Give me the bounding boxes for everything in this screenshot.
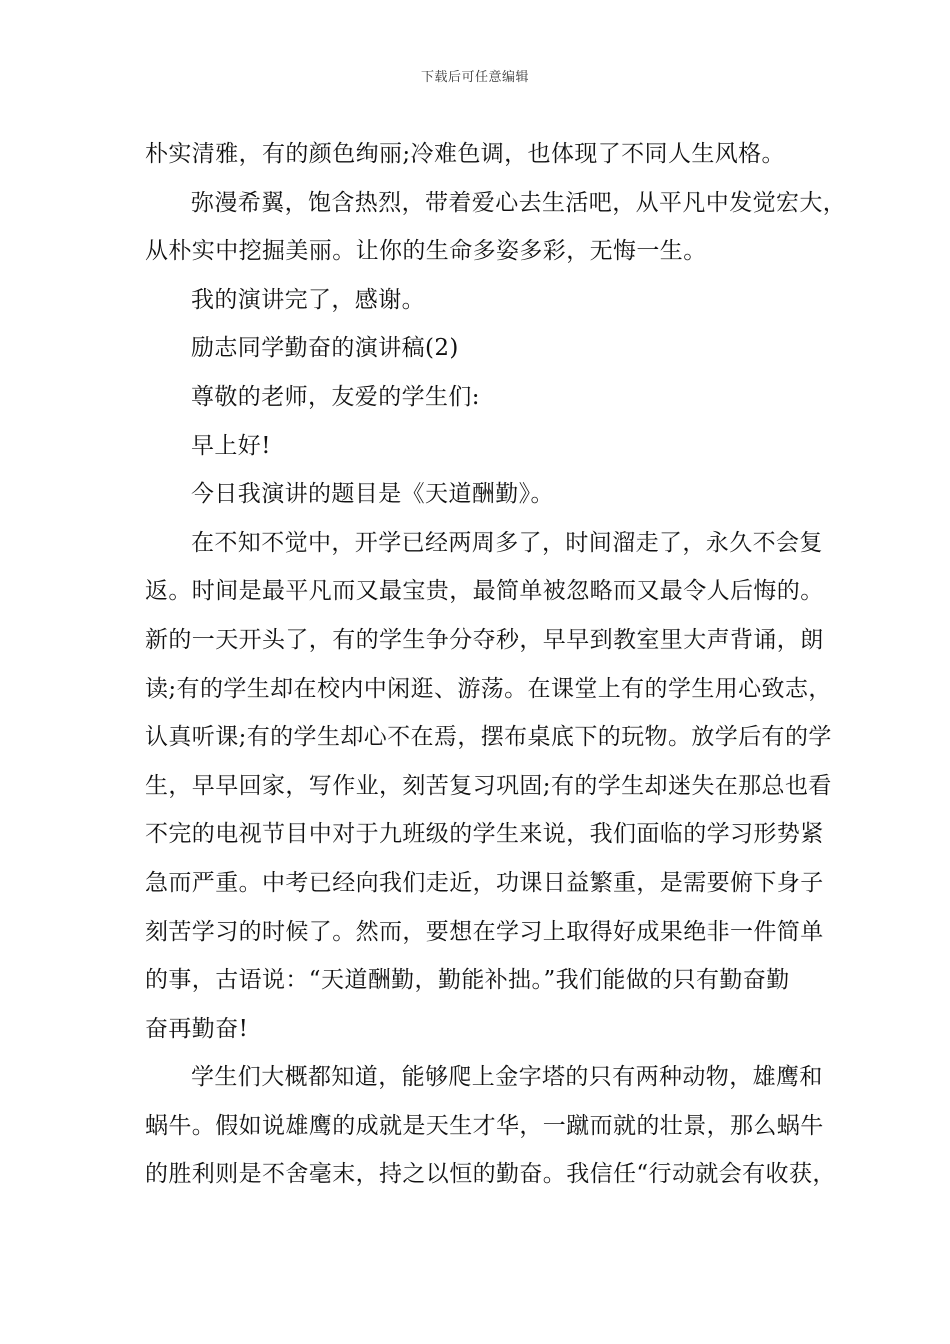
document-body <box>145 130 847 1199</box>
text-line: 今日我演讲的题目是《天道酬勤》。 <box>191 481 554 508</box>
text-line: 早上好! <box>191 432 271 459</box>
page-header: 下载后可任意编辑 <box>420 70 529 85</box>
text-line: 奋再勤奋! <box>145 1015 249 1042</box>
text-line: 读;有的学生却在校内中闲逛、游荡。在课堂上有的学生用心致志， <box>145 675 832 702</box>
text-line: 弥漫希翼，饱含热烈，带着爱心去生活吧，从平凡中发觉宏大， <box>191 189 847 216</box>
text-line: 蜗牛。假如说雄鹰的成就是天生才华，一蹴而就的壮景，那么蜗牛 <box>145 1112 824 1139</box>
text-line: 尊敬的老师，友爱的学生们: <box>191 383 480 410</box>
text-line: 生，早早回家，写作业，刻苦复习巩固;有的学生却迷失在那总也看 <box>145 772 832 799</box>
text-line: 新的一天开头了，有的学生争分夺秒，早早到教室里大声背诵，朗 <box>145 626 824 653</box>
text-line: 从朴实中挖掘美丽。让你的生命多姿多彩，无悔一生。 <box>145 238 707 265</box>
text-line: 励志同学勤奋的演讲稿(2) <box>191 335 459 362</box>
text-line: 刻苦学习的时候了。然而，要想在学习上取得好成果绝非一件简单 <box>145 918 824 945</box>
text-line: 认真听课;有的学生却心不在焉，摆布桌底下的玩物。放学后有的学 <box>145 724 832 751</box>
text-line: 的胜利则是不舍毫末，持之以恒的勤奋。我信任“行动就会有收获， <box>145 1161 836 1188</box>
text-line: 朴实清雅，有的颜色绚丽;冷难色调，也体现了不同人生风格。 <box>145 141 785 167</box>
text-line: 不完的电视节目中对于九班级的学生来说，我们面临的学习形势紧 <box>145 821 824 848</box>
text-line: 返。时间是最平凡而又最宝贵，最简单被忽略而又最令人后悔的。 <box>145 578 824 605</box>
text-line: 学生们大概都知道，能够爬上金字塔的只有两种动物，雄鹰和 <box>191 1064 823 1091</box>
text-line: 我的演讲完了，感谢。 <box>191 286 425 313</box>
text-line: 在不知不觉中，开学已经两周多了，时间溜走了，永久不会复 <box>191 529 823 556</box>
text-line: 的事，古语说：“天道酬勤，勤能补拙。”我们能做的只有勤奋勤 <box>145 967 790 994</box>
text-line: 急而严重。中考已经向我们走近，功课日益繁重，是需要俯下身子 <box>145 869 824 896</box>
